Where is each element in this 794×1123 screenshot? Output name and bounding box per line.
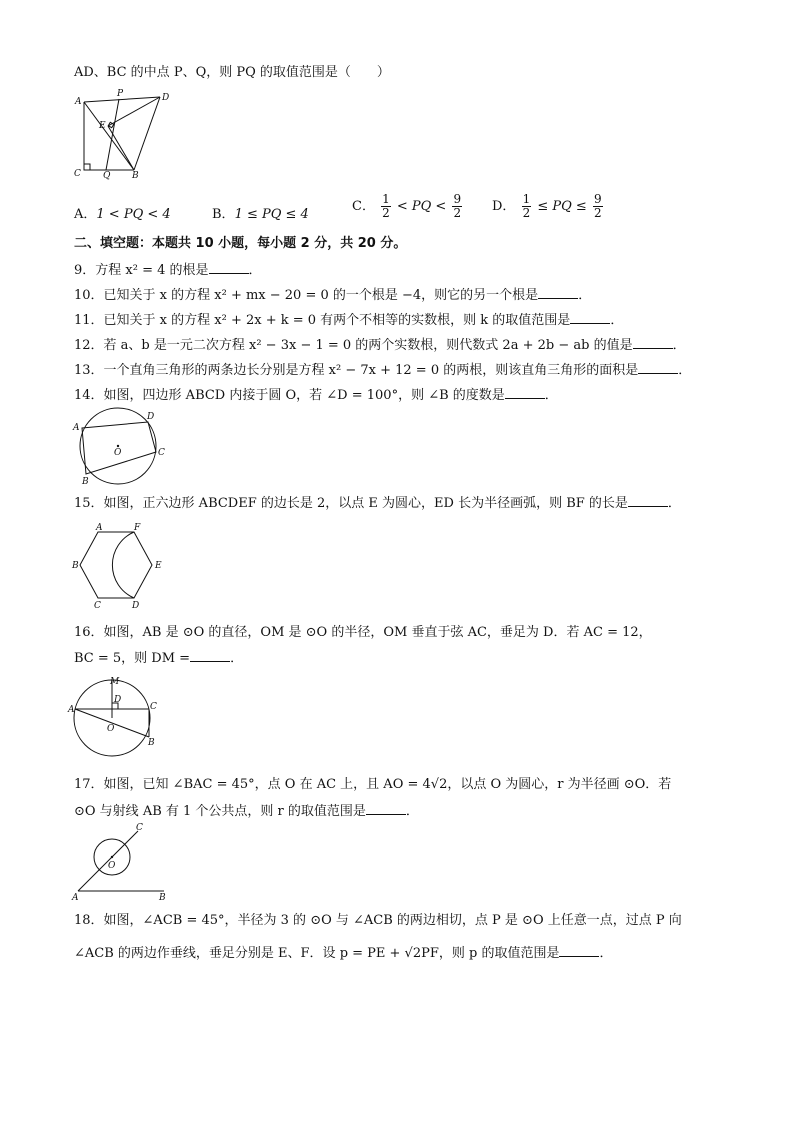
q15-label-B: B bbox=[72, 561, 79, 571]
q12-blank bbox=[633, 336, 673, 349]
q10: 10．已知关于 x 的方程 x² + mx − 20 = 0 的一个根是 −4，则它的另一个根是 ． bbox=[74, 288, 592, 303]
q10-blank bbox=[538, 286, 578, 299]
q16-label-B: B bbox=[148, 738, 155, 748]
q13-blank bbox=[638, 361, 678, 374]
q8-option-c: C． $\frac{1}{2}$ < PQ < $\frac{9}{2}$ bbox=[352, 192, 462, 220]
q8-stem: AD、BC 的中点 P、Q，则 PQ 的取值范围是（ ） bbox=[74, 65, 390, 80]
q14: 14．如图，四边形 ABCD 内接于圆 O，若 ∠D = 100°，则 ∠B 的度数是 ． bbox=[74, 388, 558, 403]
q15-label-F: F bbox=[134, 523, 141, 533]
q15: 15．如图，正六边形 ABCDEF 的边长是 2，以点 E 为圆心，ED 长为半径画弧，则 BF 的长是 ． bbox=[74, 496, 681, 511]
q15-blank bbox=[628, 494, 668, 507]
q11-blank bbox=[570, 311, 610, 324]
q18-blank bbox=[559, 944, 599, 957]
q12: 12．若 a、b 是一元二次方程 x² − 3x − 1 = 0 的两个实数根，则代数式 2a + 2b − ab 的值是 ． bbox=[74, 338, 686, 353]
q16-line2: BC = 5，则 DM = ． bbox=[74, 651, 244, 666]
q17-figure bbox=[72, 823, 172, 903]
q9-blank bbox=[209, 261, 249, 274]
q8-option-a: A．1 < PQ < 4 bbox=[74, 207, 171, 222]
q8-option-b: B．1 ≤ PQ ≤ 4 bbox=[212, 207, 309, 222]
q13: 13．一个直角三角形的两条边长分别是方程 x² − 7x + 12 = 0 的两根，则该直角三角形的面积是 ． bbox=[74, 363, 692, 378]
q16-figure bbox=[68, 675, 172, 763]
q9: 9．方程 x² = 4 的根是 ． bbox=[74, 263, 262, 278]
q16-label-O: O bbox=[107, 724, 115, 734]
q17-line1: 17．如图，已知 ∠BAC = 45°，点 O 在 AC 上，且 AO = 4√2，以点 O 为圆心，r 为半径画 ⊙O．若 bbox=[74, 777, 672, 792]
q16-label-M: M bbox=[110, 677, 120, 687]
q16-blank bbox=[190, 649, 230, 662]
q15-figure bbox=[72, 522, 172, 610]
q15-label-A: A bbox=[96, 523, 103, 533]
q14-blank bbox=[505, 386, 545, 399]
q8-label-A: A bbox=[75, 97, 82, 107]
q16-label-D: D bbox=[114, 695, 122, 705]
q18-line1: 18．如图，∠ACB = 45°，半径为 3 的 ⊙O 与 ∠ACB 的两边相切，点 P 是 ⊙O 上任意一点，过点 P 向 bbox=[74, 913, 682, 928]
q8-label-P: P bbox=[117, 89, 124, 99]
q8-figure bbox=[72, 89, 172, 181]
q16-label-C: C bbox=[150, 702, 157, 712]
section-2-heading: 二、填空题：本题共 10 小题，每小题 2 分，共 20 分。 bbox=[74, 236, 407, 251]
q17-label-O: O bbox=[108, 861, 116, 871]
q14-label-O: O bbox=[114, 448, 122, 458]
q8-label-E: E bbox=[99, 121, 106, 131]
q17-label-B: B bbox=[159, 893, 166, 903]
q16-line1: 16．如图，AB 是 ⊙O 的直径，OM 是 ⊙O 的半径，OM 垂直于弦 AC，垂足为 D．若 AC = 12， bbox=[74, 625, 652, 640]
q8-option-d: D． $\frac{1}{2}$ ≤ PQ ≤ $\frac{9}{2}$ bbox=[492, 192, 602, 220]
q14-label-A: A bbox=[73, 423, 80, 433]
q15-label-C: C bbox=[94, 601, 101, 611]
q14-figure bbox=[72, 408, 172, 486]
q8-label-Q: Q bbox=[103, 171, 111, 181]
q8-label-B: B bbox=[132, 171, 139, 181]
q16-label-A: A bbox=[68, 705, 75, 715]
q8-label-C: C bbox=[74, 169, 81, 179]
q17-line2: ⊙O 与射线 AB 有 1 个公共点，则 r 的取值范围是 ． bbox=[74, 804, 419, 819]
q15-label-E: E bbox=[155, 561, 162, 571]
q17-blank bbox=[366, 802, 406, 815]
q17-label-A: A bbox=[72, 893, 79, 903]
q14-label-C: C bbox=[158, 448, 165, 458]
q11: 11．已知关于 x 的方程 x² + 2x + k = 0 有两个不相等的实数根，则 k 的取值范围是 ． bbox=[74, 313, 624, 328]
q14-label-D: D bbox=[147, 412, 155, 422]
q15-label-D: D bbox=[132, 601, 140, 611]
q8-label-D: D bbox=[162, 93, 170, 103]
q14-label-B: B bbox=[82, 477, 89, 487]
q18-line2: ∠ACB 的两边作垂线，垂足分别是 E、F．设 p = PE + √2PF，则 p 的取值范围是 ． bbox=[74, 946, 613, 961]
q17-label-C: C bbox=[136, 823, 143, 833]
